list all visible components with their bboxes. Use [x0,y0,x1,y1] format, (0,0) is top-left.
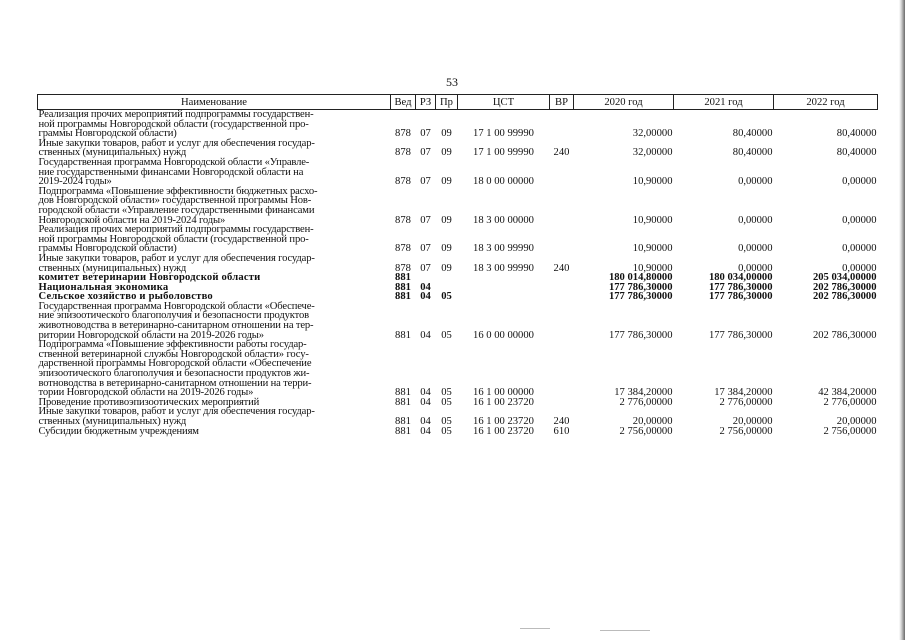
row-name-line: Национальная экономика [38,281,169,293]
row-rz: 04 [420,281,431,293]
row-value-2022: 202 786,30000 [812,329,877,341]
row-value-2020: 177 786,30000 [608,329,673,341]
row-pr: 05 [441,425,452,437]
row-value-2021: 177 786,30000 [708,291,773,303]
scan-speck [520,628,550,629]
table-row [38,158,878,187]
row-name-line: ной программы Новгородской области (государственной про- [38,233,309,245]
row-ved: 881 [395,272,411,284]
row-rz: 07 [420,176,431,188]
row-value-2020: 177 786,30000 [608,291,673,303]
row-name [38,427,391,437]
row-value-2022: 202 786,30000 [812,281,877,293]
row-cst [458,283,550,293]
row-value-2022: 205 034,00000 [812,272,877,284]
row-name-line: комитет ветеринарии Новгородской области [38,272,261,284]
table-body [38,110,878,437]
row-ved: 878 [395,147,411,159]
row-name [38,302,391,340]
row-name [38,158,391,187]
row-ved: 881 [395,425,411,437]
row-ved: 878 [395,128,411,140]
row-rz: 04 [420,416,431,427]
row-pr: 05 [441,329,452,341]
row-value-2021: 0,00000 [738,243,773,255]
row-value-2021: 0,00000 [738,176,773,188]
row-vr [550,158,574,187]
table-row [38,139,878,158]
row-name-line: Сельское хозяйство и рыболовство [38,291,213,303]
row-value-2020: 177 786,30000 [608,281,673,293]
row-name-line: ной программы Новгородской области (государственной про- [38,118,309,130]
row-rz: 07 [420,128,431,140]
row-name-line: городской области «Управление государственными финансами [38,204,315,216]
scan-edge-shadow [899,0,905,640]
row-name-line: Подпрограмма «Повышение эффективности работы государ- [38,339,307,351]
row-name-line: дов Новгородской области» государственной программы Нов- [38,195,312,207]
row-value-2022: 0,00000 [842,243,877,255]
header-vr: ВР [550,95,574,110]
row-value-2020: 10,90000 [632,214,673,226]
row-pr: 05 [441,291,452,303]
row-vr [550,187,574,225]
table-row [38,340,878,398]
row-value-2020: 2 756,00000 [619,425,673,437]
row-ved: 881 [395,416,411,427]
table-row [38,302,878,340]
row-value-2020: 2 776,00000 [619,396,673,408]
row-name-line: Реализация прочих мероприятий подпрограммы государствен- [38,109,314,120]
header-2021: 2021 год [674,95,774,110]
row-name-line: Государственная программа Новгородской области «Управле- [38,156,310,168]
table-header-row [38,95,878,110]
row-pr [436,273,458,283]
row-value-2020: 17 384,20000 [614,387,673,399]
row-value-2021: 177 786,30000 [708,281,773,293]
row-cst: 16 1 00 23720 [473,416,534,427]
row-value-2021: 0,00000 [738,262,773,274]
row-name-line: граммы Новгородской области) [38,128,177,140]
row-ved: 878 [395,262,411,274]
row-name-line: ние эпизоотического благополучия и безопасности продуктов [38,310,309,322]
row-name-line: тории Новгородской области на 2019-2026 годы» [38,387,254,399]
row-name-line: Иные закупки товаров, работ и услуг для обеспечения государ- [38,406,315,418]
row-vr [550,110,574,139]
row-value-2022: 42 384,20000 [818,387,877,399]
row-cst: 16 0 00 00000 [473,329,534,341]
row-ved: 881 [395,281,411,293]
header-2022: 2022 год [774,95,878,110]
header-cst: ЦСТ [458,95,550,110]
row-name [38,407,391,426]
row-name-line: Подпрограмма «Повышение эффективности бюджетных расхо- [38,185,318,197]
row-value-2020: 10,90000 [632,176,673,188]
header-2020: 2020 год [574,95,674,110]
row-name-line: эпизоотического благополучия и безопасности продуктов жи- [38,368,310,380]
row-name-line: Субсидии бюджетным учреждениям [38,425,199,437]
row-rz: 04 [420,396,431,408]
row-vr [550,398,574,408]
row-name [38,187,391,225]
row-name-line: животноводства в ветеринарно-санитарном отношении на тер- [38,320,314,332]
table-row [38,254,878,273]
row-name-line: ние государственными финансами Новгородской области на [38,166,304,178]
row-value-2021: 20,00000 [732,416,773,427]
row-value-2022: 2 776,00000 [823,396,877,408]
row-rz: 07 [420,147,431,159]
row-cst: 18 3 00 00000 [473,214,534,226]
row-name-line: Реализация прочих мероприятий подпрограммы государствен- [38,224,314,236]
row-value-2022: 0,00000 [842,262,877,274]
header-pr: Пр [436,95,458,110]
row-value-2022: 80,40000 [836,128,877,140]
row-name-line: Проведение противоэпизоотических мероприятий [38,396,260,408]
row-name [38,340,391,398]
row-value-2021: 177 786,30000 [708,329,773,341]
row-name-line: дарственной программы Новгородской области «Обеспечение [38,358,312,370]
row-value-2022: 2 756,00000 [823,425,877,437]
row-pr: 09 [441,214,452,226]
row-value-2021: 80,40000 [732,147,773,159]
row-pr: 09 [441,128,452,140]
row-value-2020: 32,00000 [632,128,673,140]
table-row [38,407,878,426]
row-pr: 09 [441,243,452,255]
row-value-2022: 202 786,30000 [812,291,877,303]
budget-table [37,94,878,436]
row-vr: 610 [553,425,570,437]
row-ved: 878 [395,243,411,255]
row-rz: 07 [420,214,431,226]
row-value-2022: 0,00000 [842,176,877,188]
row-name-line: граммы Новгородской области) [38,243,177,255]
row-ved: 881 [395,387,411,399]
header-rz: РЗ [416,95,436,110]
row-ved: 878 [395,214,411,226]
row-name-line: ственной ветеринарной службы Новгородской области» госу- [38,348,309,360]
row-cst: 16 1 00 00000 [473,387,534,399]
row-value-2021: 2 776,00000 [719,396,773,408]
row-vr [550,225,574,254]
row-value-2020: 10,90000 [632,262,673,274]
row-cst: 17 1 00 99990 [473,147,534,159]
row-value-2021: 80,40000 [732,128,773,140]
row-vr [550,302,574,340]
row-cst [458,292,550,302]
row-pr: 09 [441,147,452,159]
table-row [38,225,878,254]
row-vr [550,340,574,398]
row-name-line: ственных (муниципальных) нужд [38,416,187,427]
row-ved: 881 [395,396,411,408]
row-pr: 09 [441,262,452,274]
scan-speck [600,630,650,631]
row-name [38,139,391,158]
row-name-line: Государственная программа Новгородской области «Обеспече- [38,300,315,312]
row-cst: 18 3 00 99990 [473,243,534,255]
row-value-2021: 2 756,00000 [719,425,773,437]
row-rz: 04 [420,291,431,303]
row-value-2020: 32,00000 [632,147,673,159]
header-name: Наименование [38,95,391,110]
row-name-line: Иные закупки товаров, работ и услуг для обеспечения государ- [38,137,315,149]
row-pr: 05 [441,387,452,399]
row-value-2022: 0,00000 [842,214,877,226]
row-name-line: 2019-2024 годы» [38,176,112,188]
header-ved: Вед [391,95,416,110]
row-cst: 16 1 00 23720 [473,425,534,437]
row-vr: 240 [553,416,570,427]
row-name-line: ритории Новгородской области на 2019-2026 годы» [38,329,264,341]
row-value-2021: 17 384,20000 [714,387,773,399]
row-value-2020: 10,90000 [632,243,673,255]
row-ved: 881 [395,329,411,341]
row-value-2020: 180 014,80000 [608,272,673,284]
row-name-line: ственных (муниципальных) нужд [38,147,187,159]
row-vr [550,273,574,283]
row-vr: 240 [553,262,570,274]
row-rz: 04 [420,425,431,437]
row-vr [550,283,574,293]
row-cst: 16 1 00 23720 [473,396,534,408]
row-name [38,254,391,273]
row-value-2021: 0,00000 [738,214,773,226]
row-rz: 07 [420,262,431,274]
row-value-2020: 20,00000 [632,416,673,427]
row-cst: 18 3 00 99990 [473,262,534,274]
row-vr: 240 [553,147,570,159]
row-rz: 07 [420,243,431,255]
page-number: 53 [446,75,458,89]
row-name-line: Иные закупки товаров, работ и услуг для обеспечения государ- [38,252,315,264]
row-cst: 18 0 00 00000 [473,176,534,188]
row-vr [550,292,574,302]
row-pr: 05 [441,416,452,427]
table-row [38,110,878,139]
row-name-line: ственных (муниципальных) нужд [38,262,187,274]
row-value-2021: 180 034,00000 [708,272,773,284]
row-value-2022: 80,40000 [836,147,877,159]
row-name [38,110,391,139]
table-row [38,427,878,437]
row-cst [458,273,550,283]
row-pr: 09 [441,176,452,188]
row-rz: 04 [420,329,431,341]
row-ved: 878 [395,176,411,188]
row-ved: 881 [395,291,411,303]
row-cst: 17 1 00 99990 [473,128,534,140]
row-rz: 04 [420,387,431,399]
row-name-line: вотноводства в ветеринарно-санитарном отношении на терри- [38,377,312,389]
row-name [38,225,391,254]
row-pr: 05 [441,396,452,408]
table-row [38,187,878,225]
row-value-2022: 20,00000 [836,416,877,427]
row-name-line: Новгородской области на 2019-2024 годы» [38,214,226,226]
